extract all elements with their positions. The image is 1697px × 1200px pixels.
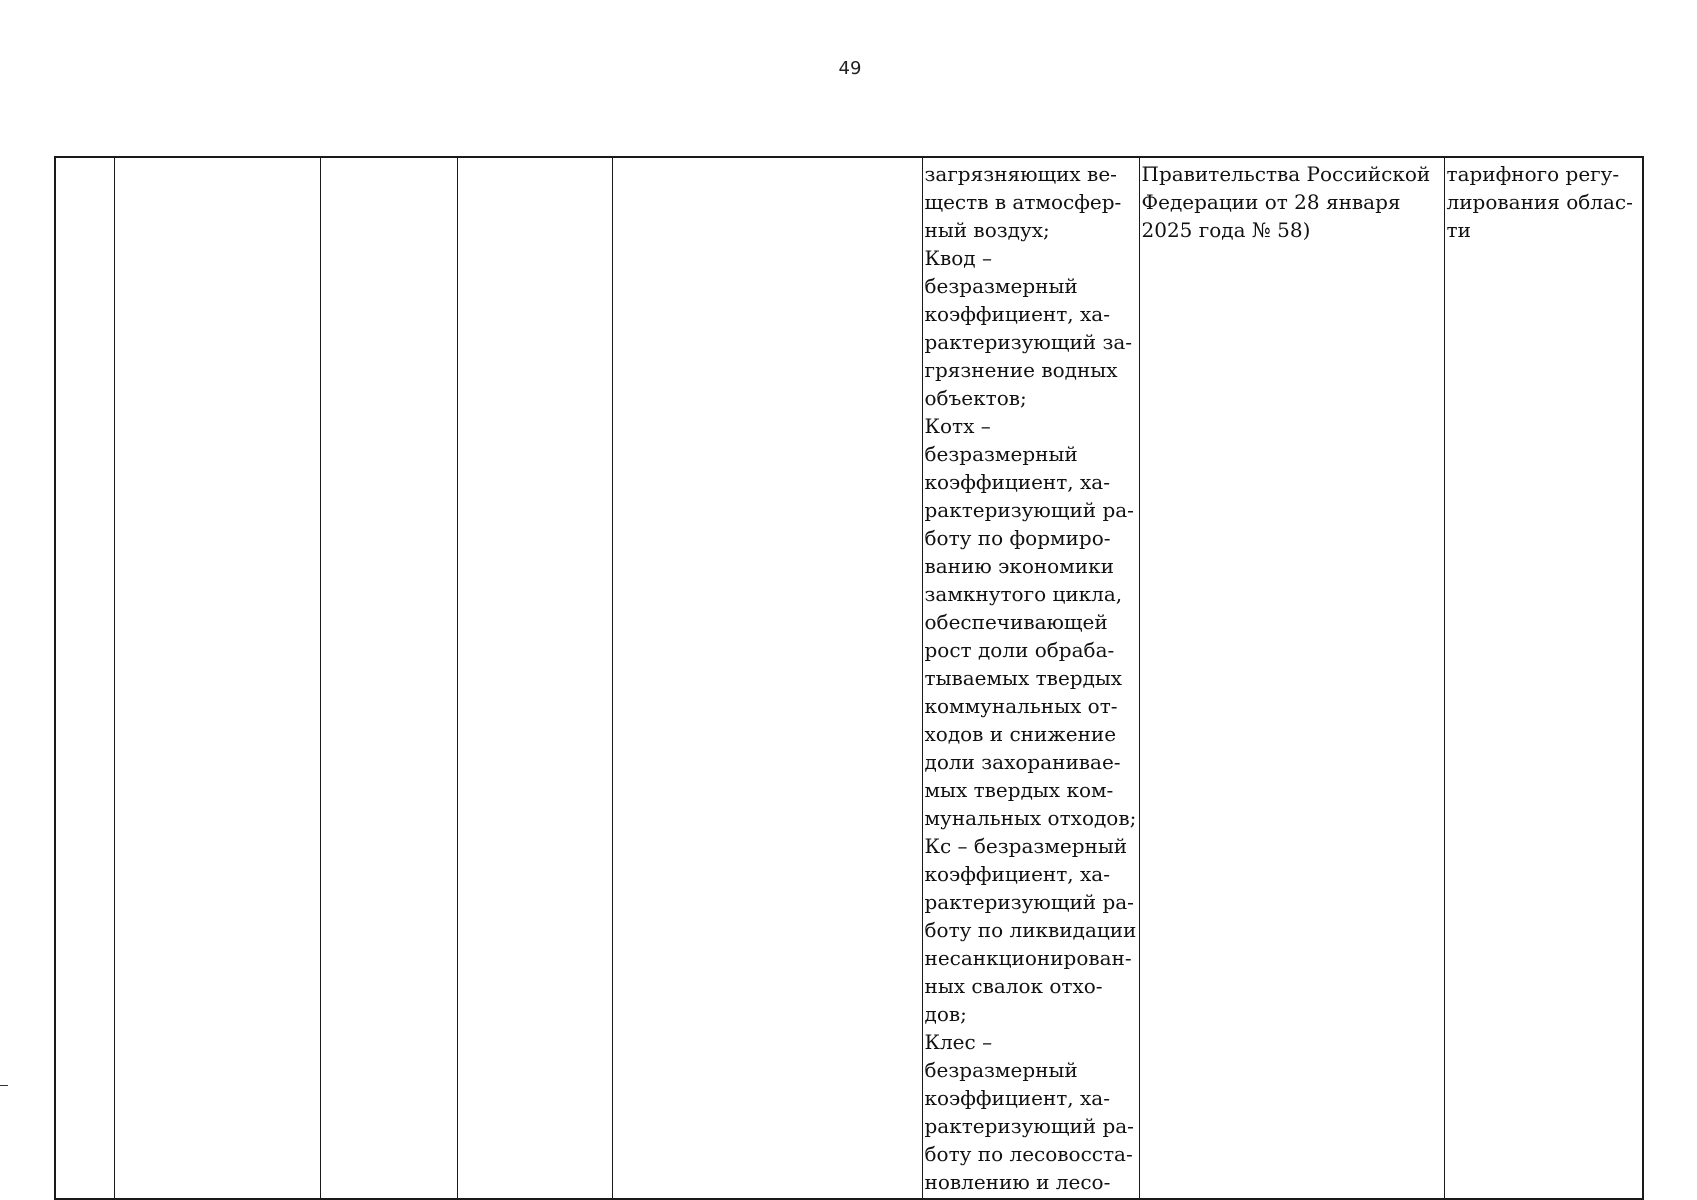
table-cell-legal-basis <box>1139 157 1444 1199</box>
table-cell-3 <box>320 157 457 1199</box>
document-table <box>54 156 1644 1200</box>
coefficients-text: загрязняющих ве- ществ в атмосфер- ный воздух; Квод – безразмерный коэффициент, ха- рактеризующий за- грязнение водных объектов; Котх – безразмерный коэффициент, ха- рактеризующий ра- боту по формиро- ванию экономики замкнутого цикла, обеспечивающей рост доли обраба- тываемых твердых коммунальных от- ходов и снижение доли захораниваe- мых твердых ком- мунальных отходов; Кс – безразмерный коэффициент, ха- рактеризующий ра- боту по ликвидации несанкционирован- ных свалок отхо- дов; Клес – безразмерный коэффициент, ха- рактеризующий ра- боту по лесовосста- новлению и лесо- <box>924 162 1137 1194</box>
responsible-text: тарифного регу- лирования облас- ти <box>1446 162 1633 242</box>
table-cell-2 <box>114 157 320 1199</box>
scan-edge-mark <box>0 1085 8 1086</box>
table-cell-4 <box>457 157 612 1199</box>
table-cell-coefficients <box>922 157 1139 1199</box>
table-row <box>55 157 1643 1199</box>
table-cell-5 <box>612 157 922 1199</box>
table-cell-responsible <box>1444 157 1643 1199</box>
page-number: 49 <box>838 58 862 79</box>
table-cell-1 <box>55 157 114 1199</box>
legal-basis-text: Правительства Российской Федерации от 28 января 2025 года № 58) <box>1141 162 1431 242</box>
